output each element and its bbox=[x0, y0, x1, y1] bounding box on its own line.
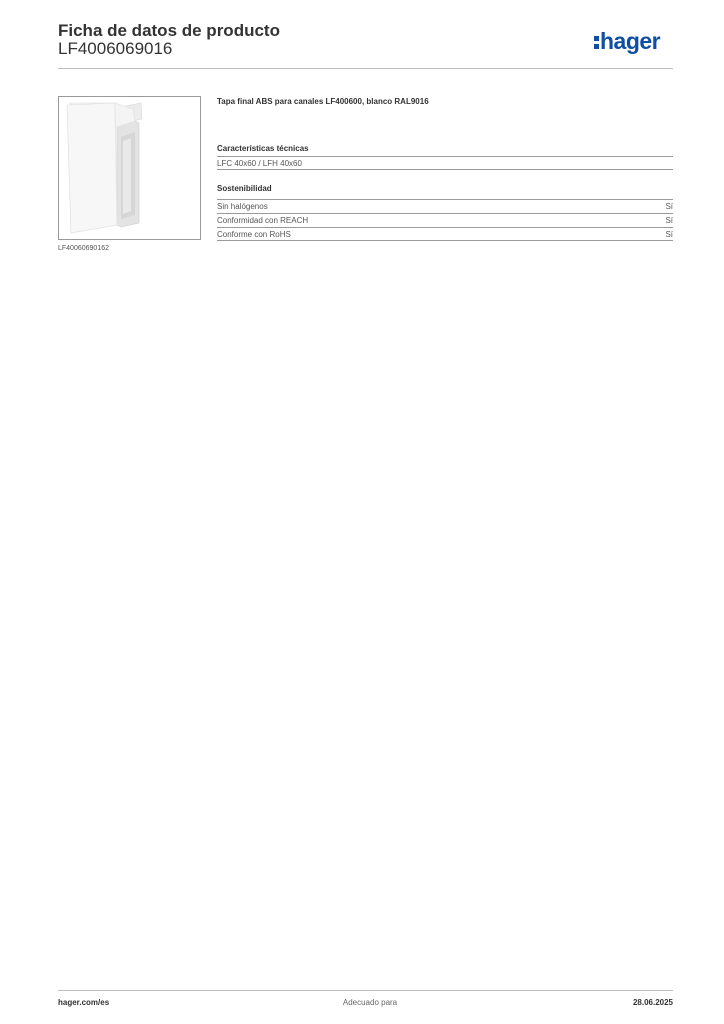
row-value: Sí bbox=[665, 216, 673, 225]
image-caption: LF40060690162 bbox=[58, 245, 109, 252]
end-cap-illustration bbox=[59, 97, 200, 239]
logo-colon-icon bbox=[594, 33, 599, 51]
row-label: Sin halógenos bbox=[217, 202, 268, 211]
table-row bbox=[217, 213, 673, 227]
footer-note: Adecuado para bbox=[342, 998, 398, 1007]
footer-site-link[interactable]: hager.com/es bbox=[58, 998, 110, 1007]
hager-logo bbox=[594, 28, 660, 56]
table-row bbox=[217, 227, 673, 241]
row-label: LFC 40x60 / LFH 40x60 bbox=[217, 158, 302, 168]
logo-text: hager bbox=[600, 28, 661, 54]
table-row bbox=[217, 156, 673, 170]
row-label: Conforme con RoHS bbox=[217, 229, 291, 239]
product-code: LF4006069016 bbox=[58, 39, 173, 58]
row-value: Sí bbox=[665, 202, 673, 211]
product-description: Tapa final ABS para canales LF400600, blanco RAL9016 bbox=[217, 97, 429, 106]
row-value: Sí bbox=[665, 229, 673, 239]
page-title: Ficha de datos de producto bbox=[58, 21, 280, 40]
row-label: Conformidad con REACH bbox=[217, 216, 309, 225]
header-divider bbox=[58, 68, 673, 69]
footer-date: 28.06.2025 bbox=[632, 998, 673, 1007]
product-image bbox=[58, 96, 201, 240]
section-title-sustainability: Sostenibilidad bbox=[217, 184, 272, 193]
section-title-technical: Características técnicas bbox=[217, 144, 309, 153]
footer-divider bbox=[58, 990, 673, 991]
table-row bbox=[217, 199, 673, 213]
